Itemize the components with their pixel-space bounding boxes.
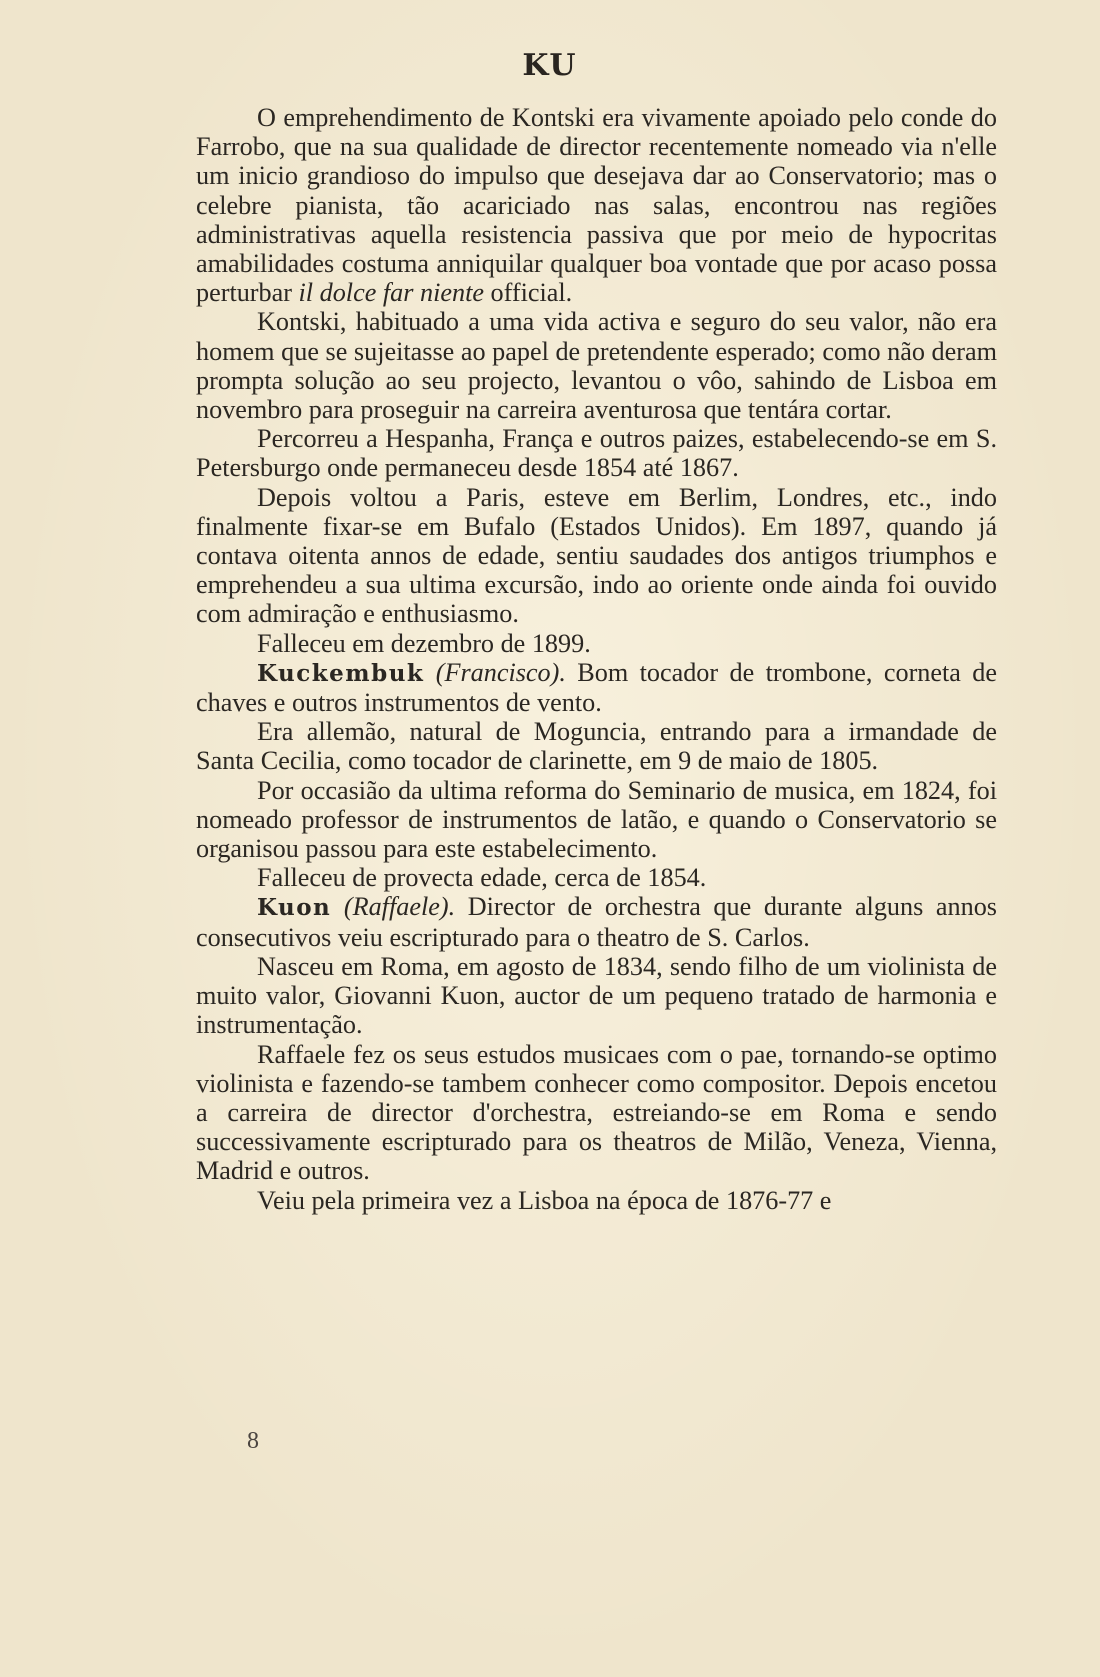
entry-given-name: (Francisco). [435, 657, 566, 687]
paragraph: Veiu pela primeira vez a Lisboa na época de 1876-77 e [257, 1185, 832, 1215]
italic-phrase: il dolce far niente [298, 278, 484, 308]
paragraph: Raffaele fez os seus estudos musicaes com o pae, tornando-se optimo violinista e fazendo-se tambem conhecer como compositor. Depois encetou a carreira de director d'orchestra, estreiando-se em Roma e sendo successivamente escripturado para os theatros de Milão, Veneza, Vienna, Madrid e outros. [196, 1039, 997, 1186]
paragraph: Depois voltou a Paris, esteve em Berlim, Londres, etc., indo finalmente fixar-se em Bufalo (Estados Unidos). Em 1897, quando já contava oitenta annos de edade, sentiu saudades dos antigos triumphos e emprehendeu a sua ultima excursão, indo ao oriente onde ainda foi ouvido com admiração e enthusiasmo. [196, 482, 997, 629]
paragraph: Falleceu de provecta edade, cerca de 1854. [257, 863, 707, 893]
paragraph: Nasceu em Roma, em agosto de 1834, sendo filho de um violinista de muito valor, Giovanni Kuon, auctor de um pequeno tratado de harmonia e instrumentação. [196, 951, 997, 1040]
running-header: KU [522, 48, 578, 83]
paragraph: Percorreu a Hespanha, França e outros paizes, estabelecendo-se em S. Petersburgo onde permaneceu desde 1854 até 1867. [196, 424, 997, 483]
paragraph: O emprehendimento de Kontski era vivamente apoiado pelo conde do Farrobo, que na sua qualidade de director recentemente nomeado via n'elle um inicio grandioso do impulso que desejava dar ao Conservatorio; mas o celebre pianista, tão acariciado nas salas, encontrou nas regiões administrativas aquella resistencia passiva que por meio de hypocritas amabilidades costuma anniquilar qualquer boa vontade que por acaso possa perturbar il dolce far niente official. [196, 103, 997, 308]
paragraph: Era allemão, natural de Moguncia, entrando para a irmandade de Santa Cecilia, como tocador de clarinette, em 9 de maio de 1805. [196, 717, 997, 776]
paragraph: Falleceu em dezembro de 1899. [257, 628, 591, 658]
entry-name: Kuckembuk [257, 659, 425, 687]
paragraph: Por occasião da ultima reforma do Seminario de musica, em 1824, foi nomeado professor de instrumentos de latão, e quando o Conservatorio se organisou passou para este estabelecimento. [196, 775, 997, 864]
entry-paragraph: Kuon (Raffaele). Director de orchestra que durante alguns annos consecutivos veiu escripturado para o theatro de S. Carlos. [196, 892, 997, 952]
paragraph: Kontski, habituado a uma vida activa e seguro do seu valor, não era homem que se sujeitasse ao papel de pretendente esperado; como não deram prompta solução ao seu projecto, levantou o vôo, sahindo de Lisboa em novembro para proseguir na carreira aventurosa que tentára cortar. [196, 307, 997, 425]
body-text [196, 103, 997, 1215]
entry-paragraph: Kuckembuk (Francisco). Bom tocador de trombone, corneta de chaves e outros instrumentos de vento. [196, 657, 997, 718]
entry-name: Kuon [257, 894, 332, 922]
entry-given-name: (Raffaele). [343, 892, 456, 922]
signature-mark: 8 [247, 1428, 259, 1454]
